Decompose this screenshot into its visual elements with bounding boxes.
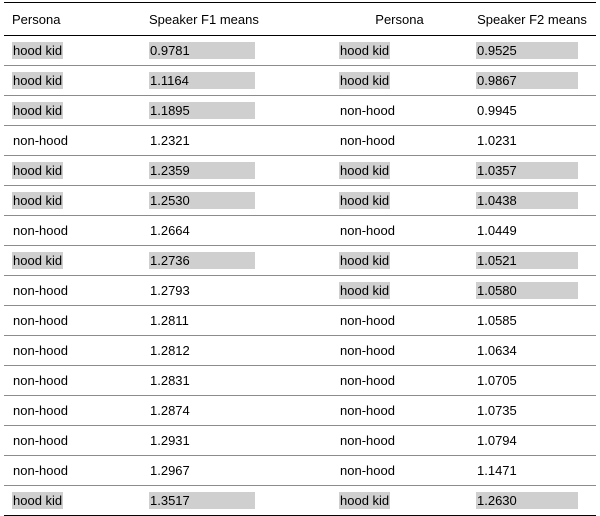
highlighted-value: 1.2630: [476, 492, 578, 509]
table-row: [4, 96, 596, 126]
persona-f1-cell: [4, 336, 141, 366]
f2-mean-cell: [468, 66, 596, 96]
table-row: [4, 396, 596, 426]
f2-mean-cell: [468, 456, 596, 486]
header-row: [4, 3, 596, 36]
f1-mean-cell: [141, 276, 331, 306]
highlighted-value: hood kid: [13, 43, 63, 58]
persona-f2-cell: [331, 336, 468, 366]
table-row: [4, 36, 596, 66]
f1-mean-cell: [141, 306, 331, 336]
value: non-hood: [13, 313, 68, 328]
f2-mean-cell: [468, 126, 596, 156]
highlighted-value: 0.9781: [149, 42, 255, 59]
value: 1.2321: [150, 133, 190, 148]
highlighted-value: 1.0357: [476, 162, 578, 179]
table-row: [4, 126, 596, 156]
highlighted-value: 1.0580: [476, 282, 578, 299]
persona-f2-cell: [331, 306, 468, 336]
highlighted-value: hood kid: [340, 43, 390, 58]
f2-mean-cell: [468, 156, 596, 186]
value: non-hood: [13, 133, 68, 148]
highlighted-value: hood kid: [340, 283, 390, 298]
highlighted-value: 1.1164: [149, 72, 255, 89]
table-row: [4, 306, 596, 336]
highlighted-value: 1.0521: [476, 252, 578, 269]
persona-f1-cell: [4, 156, 141, 186]
table-row: [4, 246, 596, 276]
f1-mean-cell: [141, 66, 331, 96]
value: 0.9945: [477, 103, 517, 118]
persona-f1-cell: [4, 126, 141, 156]
value: 1.1471: [477, 463, 517, 478]
highlighted-value: 0.9867: [476, 72, 578, 89]
f1-mean-cell: [141, 336, 331, 366]
persona-f2-cell: [331, 66, 468, 96]
highlighted-value: hood kid: [340, 493, 390, 508]
value: non-hood: [13, 433, 68, 448]
persona-f2-cell: [331, 276, 468, 306]
f2-mean-cell: [468, 306, 596, 336]
persona-f1-cell: [4, 66, 141, 96]
highlighted-value: hood kid: [340, 193, 390, 208]
persona-f2-cell: [331, 396, 468, 426]
header-persona-2: Persona: [331, 3, 468, 36]
value: non-hood: [13, 463, 68, 478]
f1-mean-cell: [141, 396, 331, 426]
value: 1.2931: [150, 433, 190, 448]
persona-f2-cell: [331, 126, 468, 156]
value: 1.0231: [477, 133, 517, 148]
persona-f2-cell: [331, 186, 468, 216]
value: non-hood: [13, 283, 68, 298]
highlighted-value: 0.9525: [476, 42, 578, 59]
table-row: [4, 426, 596, 456]
persona-f1-cell: [4, 96, 141, 126]
f2-mean-cell: [468, 276, 596, 306]
value: 1.2967: [150, 463, 190, 478]
value: 1.0449: [477, 223, 517, 238]
highlighted-value: 1.2359: [149, 162, 255, 179]
persona-f1-cell: [4, 366, 141, 396]
value: non-hood: [13, 223, 68, 238]
f2-mean-cell: [468, 426, 596, 456]
f1-mean-cell: [141, 156, 331, 186]
value: non-hood: [340, 463, 395, 478]
highlighted-value: hood kid: [13, 73, 63, 88]
highlighted-value: hood kid: [340, 73, 390, 88]
value: 1.2664: [150, 223, 190, 238]
f2-mean-cell: [468, 186, 596, 216]
value: non-hood: [340, 343, 395, 358]
f2-mean-cell: [468, 336, 596, 366]
value: non-hood: [340, 433, 395, 448]
highlighted-value: hood kid: [13, 253, 63, 268]
persona-f1-cell: [4, 186, 141, 216]
table-row: [4, 336, 596, 366]
f2-mean-cell: [468, 366, 596, 396]
f2-mean-cell: [468, 96, 596, 126]
header-persona-1: Persona: [4, 3, 141, 36]
persona-f1-cell: [4, 246, 141, 276]
highlighted-value: 1.1895: [149, 102, 255, 119]
value: non-hood: [340, 373, 395, 388]
f1-mean-cell: [141, 426, 331, 456]
table-row: [4, 186, 596, 216]
persona-f1-cell: [4, 276, 141, 306]
value: non-hood: [340, 223, 395, 238]
value: 1.0634: [477, 343, 517, 358]
highlighted-value: hood kid: [340, 163, 390, 178]
persona-f1-cell: [4, 426, 141, 456]
f2-mean-cell: [468, 216, 596, 246]
persona-f2-cell: [331, 216, 468, 246]
highlighted-value: 1.0438: [476, 192, 578, 209]
persona-f1-cell: [4, 36, 141, 66]
value: 1.2812: [150, 343, 190, 358]
header-f2-means: Speaker F2 means: [468, 3, 596, 36]
highlighted-value: hood kid: [340, 253, 390, 268]
persona-f2-cell: [331, 486, 468, 516]
persona-f2-cell: [331, 426, 468, 456]
value: 1.2793: [150, 283, 190, 298]
persona-f1-cell: [4, 396, 141, 426]
highlighted-value: 1.3517: [149, 492, 255, 509]
table-body: [4, 36, 596, 516]
persona-f2-cell: [331, 96, 468, 126]
persona-formant-table: [4, 2, 596, 516]
persona-f2-cell: [331, 246, 468, 276]
f2-mean-cell: [468, 246, 596, 276]
value: non-hood: [340, 313, 395, 328]
value: 1.2811: [150, 313, 189, 328]
value: 1.0705: [477, 373, 517, 388]
f1-mean-cell: [141, 36, 331, 66]
value: non-hood: [13, 343, 68, 358]
persona-f1-cell: [4, 216, 141, 246]
persona-f2-cell: [331, 366, 468, 396]
table-row: [4, 276, 596, 306]
highlighted-value: hood kid: [13, 493, 63, 508]
value: 1.0735: [477, 403, 517, 418]
value: non-hood: [340, 103, 395, 118]
value: 1.2831: [150, 373, 190, 388]
value: 1.0794: [477, 433, 517, 448]
persona-f1-cell: [4, 306, 141, 336]
highlighted-value: 1.2736: [149, 252, 255, 269]
table-row: [4, 216, 596, 246]
f1-mean-cell: [141, 486, 331, 516]
highlighted-value: 1.2530: [149, 192, 255, 209]
table-row: [4, 486, 596, 516]
f1-mean-cell: [141, 96, 331, 126]
f1-mean-cell: [141, 126, 331, 156]
highlighted-value: hood kid: [13, 193, 63, 208]
f1-mean-cell: [141, 246, 331, 276]
table-row: [4, 156, 596, 186]
highlighted-value: hood kid: [13, 103, 63, 118]
f1-mean-cell: [141, 216, 331, 246]
header-f1-means: Speaker F1 means: [141, 3, 331, 36]
persona-f2-cell: [331, 456, 468, 486]
value: 1.2874: [150, 403, 190, 418]
persona-f1-cell: [4, 486, 141, 516]
table-row: [4, 456, 596, 486]
table-row: [4, 366, 596, 396]
value: non-hood: [340, 403, 395, 418]
value: 1.0585: [477, 313, 517, 328]
table-row: [4, 66, 596, 96]
f1-mean-cell: [141, 456, 331, 486]
persona-f1-cell: [4, 456, 141, 486]
persona-f2-cell: [331, 36, 468, 66]
f2-mean-cell: [468, 486, 596, 516]
f2-mean-cell: [468, 36, 596, 66]
f1-mean-cell: [141, 186, 331, 216]
value: non-hood: [340, 133, 395, 148]
highlighted-value: hood kid: [13, 163, 63, 178]
value: non-hood: [13, 373, 68, 388]
persona-f2-cell: [331, 156, 468, 186]
f1-mean-cell: [141, 366, 331, 396]
f2-mean-cell: [468, 396, 596, 426]
value: non-hood: [13, 403, 68, 418]
